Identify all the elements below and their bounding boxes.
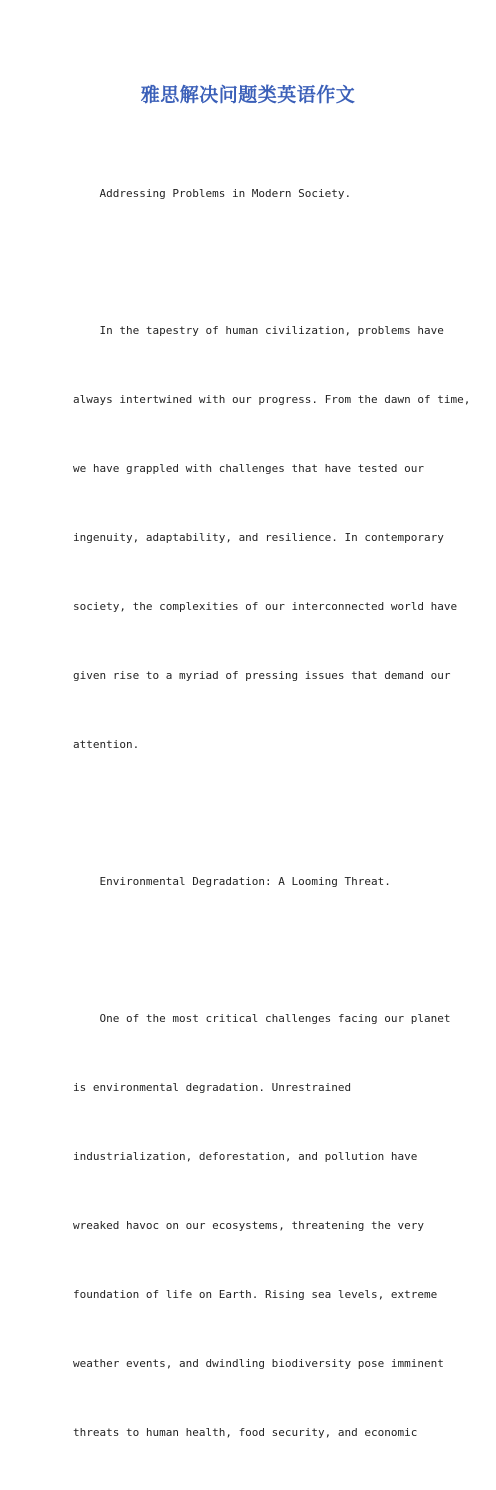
body-line: weather events, and dwindling biodiversity pose imminent [73, 1357, 444, 1370]
body-line: given rise to a myriad of pressing issues that demand our [73, 669, 451, 682]
body-line: ingenuity, adaptability, and resilience. In contemporary [73, 531, 444, 544]
body-line: is environmental degradation. Unrestrained [73, 1081, 352, 1094]
document-body [73, 136, 471, 1490]
paragraph-gap [73, 939, 413, 961]
body-line: Addressing Problems in Modern Society. [73, 187, 352, 200]
body-line: society, the complexities of our interconnected world have [73, 600, 458, 613]
body-line: wreaked havoc on our ecosystems, threatening the very [73, 1219, 424, 1232]
body-line: In the tapestry of human civilization, problems have [73, 324, 444, 337]
body-line: attention. [73, 738, 140, 751]
paragraph-gap [73, 251, 413, 273]
body-line: Environmental Degradation: A Looming Threat. [73, 875, 391, 888]
body-line: One of the most critical challenges facing our planet [73, 1012, 451, 1025]
body-line: industrialization, deforestation, and pollution have [73, 1150, 418, 1163]
body-line: we have grappled with challenges that have tested our [73, 462, 424, 475]
body-line: threats to human health, food security, and economic [73, 1426, 418, 1439]
paragraph-gap [73, 802, 413, 824]
body-line: always intertwined with our progress. From the dawn of time, [73, 393, 471, 406]
body-line: foundation of life on Earth. Rising sea levels, extreme [73, 1288, 438, 1301]
document-title: 雅思解决问题类英语作文 [140, 84, 356, 106]
